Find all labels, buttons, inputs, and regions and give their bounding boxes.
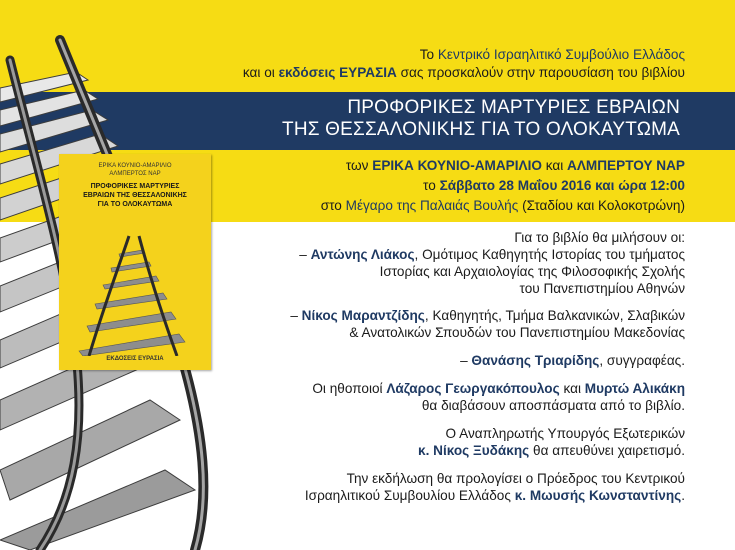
- closing-line-2: [305, 487, 685, 504]
- book-cover-publisher: ΕΚΔΟΣΕΙΣ ΕΥΡΑΣΙΑ: [106, 356, 164, 362]
- president-name: κ. Μωυσής Κωνσταντίνης: [514, 488, 682, 503]
- speakers-intro: Για το βιβλίο θα μιλήσουν οι:: [514, 230, 685, 245]
- authors-text: και: [541, 158, 568, 173]
- book-cover-authors: [59, 162, 211, 178]
- actor-1-name: Λάζαρος Γεωργακόπουλος: [386, 381, 560, 396]
- actors-line-2: θα διαβάσουν αποσπάσματα από το βιβλίο.: [421, 398, 685, 413]
- event-date: Σάββατο 28 Μαΐου 2016 και ώρα 12:00: [439, 178, 685, 193]
- dash: –: [290, 308, 302, 323]
- invitation-line-1: [420, 46, 685, 63]
- invitation-text: και οι: [242, 65, 279, 80]
- venue-address: (Σταδίου και Κολοκοτρώνη): [518, 198, 685, 213]
- speaker-3-name: Θανάσης Τριαρίδης: [471, 353, 600, 368]
- book-title-line-1: ΠΡΟΦΟΡΙΚΕΣ ΜΑΡΤΥΡΙΕΣ ΕΒΡΑΙΩΝ: [347, 97, 680, 118]
- organizer-name: Κεντρικό Ισραηλιτικό Συμβούλιο Ελλάδος: [437, 47, 685, 62]
- speaker-3-line: [460, 352, 685, 369]
- author-2: ΑΛΜΠΕΡΤΟΥ ΝΑΡ: [567, 158, 685, 173]
- speaker-3-title: , συγγραφέας.: [599, 353, 685, 368]
- speaker-1-name: Αντώνης Λιάκος: [310, 247, 415, 262]
- speaker-2-line-2: & Ανατολικών Σπουδών του Πανεπιστημίου Μακεδονίας: [349, 325, 685, 340]
- date-line: [423, 177, 685, 194]
- actors-line-1: [312, 380, 685, 397]
- greeting-line-1: Ο Αναπληρωτής Υπουργός Εξωτερικών: [445, 426, 685, 441]
- speaker-1-line-3: του Πανεπιστημίου Αθηνών: [519, 281, 685, 296]
- minister-name: κ. Νίκος Ξυδάκης: [418, 443, 530, 458]
- venue-text: στο: [320, 198, 346, 213]
- event-venue: Μέγαρο της Παλαιάς Βουλής: [345, 198, 519, 213]
- book-cover-title: [59, 182, 211, 209]
- book-cover-title-line-3: ΓΙΑ ΤΟ ΟΛΟΚΑΥΤΩΜΑ: [97, 201, 173, 208]
- book-cover-author-2: ΑΛΜΠΕΡΤΟΣ ΝΑΡ: [109, 171, 161, 177]
- speaker-1-line-1: [299, 246, 685, 263]
- closing-text: .: [681, 488, 685, 503]
- author-1: ΕΡΙΚΑ ΚΟΥΝΙΟ-ΑΜΑΡΙΛΙΟ: [372, 158, 542, 173]
- invitation-line-2: [243, 64, 685, 81]
- invitation-text: Το: [419, 47, 438, 62]
- book-title-line-2: ΤΗΣ ΘΕΣΣΑΛΟΝΙΚΗΣ ΓΙΑ ΤΟ ΟΛΟΚΑΥΤΩΜΑ: [282, 119, 680, 140]
- authors-text: των: [345, 158, 373, 173]
- closing-line-1: Την εκδήλωση θα προλογίσει ο Πρόεδρος του Κεντρικού: [346, 471, 685, 486]
- venue-line: [321, 197, 685, 214]
- greeting-line-2: [418, 442, 685, 459]
- book-cover: [59, 154, 211, 370]
- actor-2-name: Μυρτώ Αλικάκη: [584, 381, 685, 396]
- dash: –: [299, 247, 311, 262]
- actors-text: και: [559, 381, 585, 396]
- book-cover-author-1: ΕΡΙΚΑ ΚΟΥΝΙΟ-ΑΜΑΡΙΛΙΟ: [98, 163, 172, 169]
- actors-text: Οι ηθοποιοί: [312, 381, 387, 396]
- dash: –: [460, 353, 472, 368]
- greeting-text: θα απευθύνει χαιρετισμό.: [529, 443, 685, 458]
- book-cover-track-art: [59, 216, 211, 356]
- invitation-text: σας προσκαλούν στην παρουσίαση του βιβλίου: [396, 65, 685, 80]
- speaker-2-line-1: [290, 307, 685, 324]
- speaker-1-title: , Ομότιμος Καθηγητής Ιστορίας του τμήματος: [414, 247, 685, 262]
- speaker-1-line-2: Ιστορίας και Αρχαιολογίας της Φιλοσοφικής Σχολής: [379, 264, 685, 279]
- date-text: το: [423, 178, 440, 193]
- speaker-2-name: Νίκος Μαραντζίδης: [301, 308, 425, 323]
- closing-text: Ισραηλιτικού Συμβουλίου Ελλάδος: [304, 488, 515, 503]
- speaker-2-title: , Καθηγητής, Τμήμα Βαλκανικών, Σλαβικών: [424, 308, 685, 323]
- authors-line: [346, 157, 685, 174]
- book-cover-title-line-1: ΠΡΟΦΟΡΙΚΕΣ ΜΑΡΤΥΡΙΕΣ: [90, 183, 180, 190]
- book-cover-title-line-2: ΕΒΡΑΙΩΝ ΤΗΣ ΘΕΣΣΑΛΟΝΙΚΗΣ: [83, 192, 187, 199]
- book-title: [282, 97, 680, 141]
- publisher-name: εκδόσεις ΕΥΡΑΣΙΑ: [278, 65, 397, 80]
